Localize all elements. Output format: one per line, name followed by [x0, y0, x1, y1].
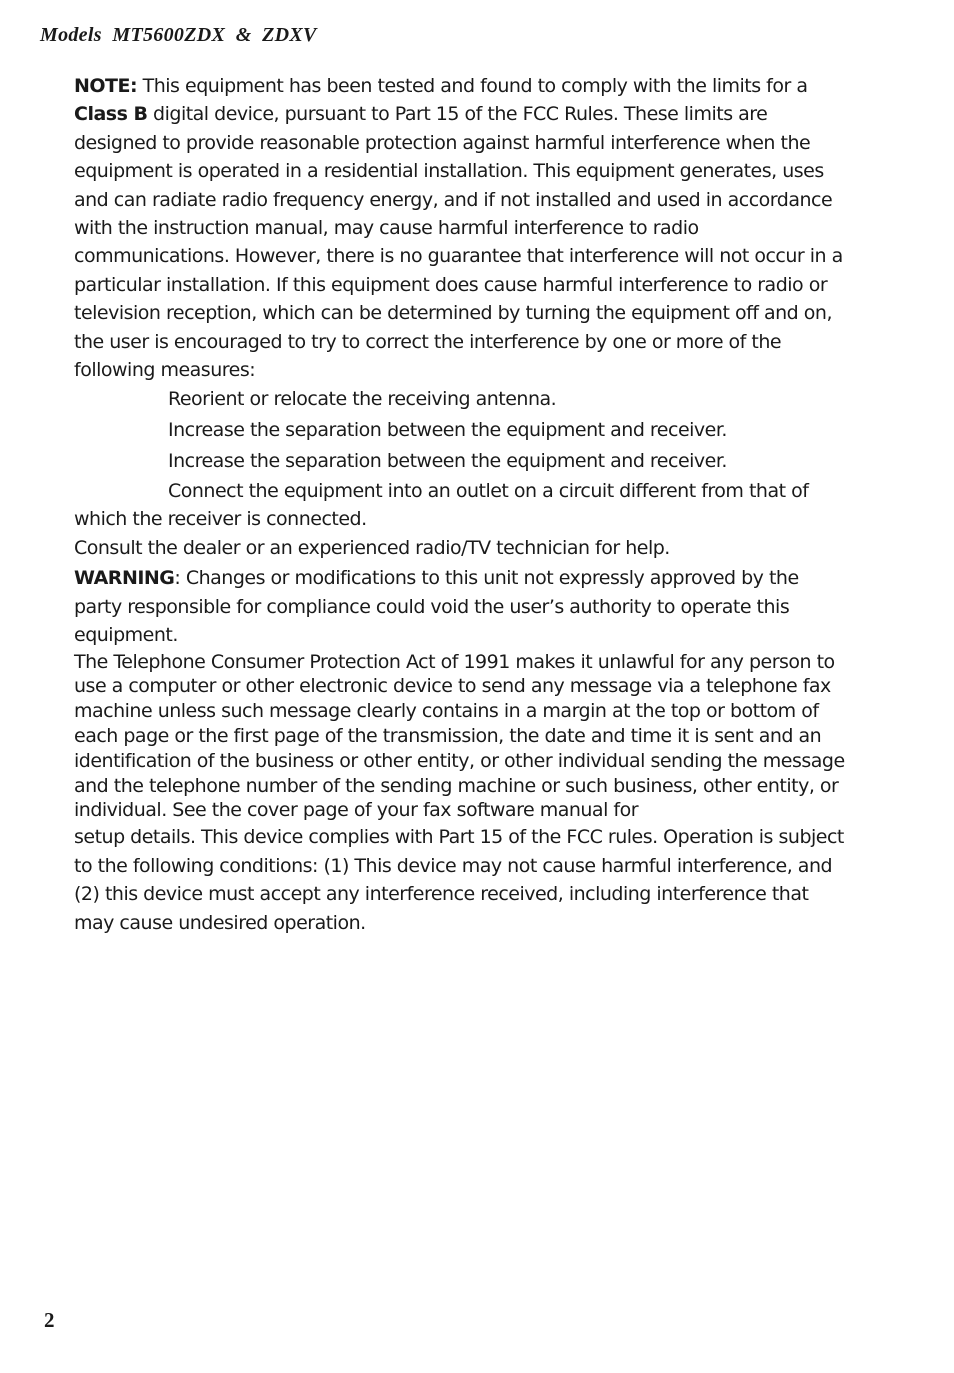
class-b-label: Class B — [74, 103, 148, 126]
measure-item: Connect the equipment into an outlet on a circuit different from that of which the receiver is connected. — [74, 480, 809, 531]
tcpa-paragraph — [74, 650, 849, 938]
note-paragraph — [74, 72, 849, 384]
consult-paragraph: Consult the dealer or an experienced radio/TV technician for help. — [74, 537, 670, 560]
note-label: NOTE: — [74, 75, 138, 97]
tcpa-text-1: The Telephone Consumer Protection Act of 1991 makes it unlawful for any person to use a computer or other electronic device to send any message via a telephone fax machine unless such message clearly contains in a margin at the top or bottom of each page or the first page of the transmission, the date and time it is sent and an identification of the business or other entity, or other individual sending the message and the telephone number of the sending machine or such business, other entity, or individual. See the cover page of your fax software manual for — [74, 650, 845, 822]
page-number: 2 — [44, 1308, 55, 1332]
measure-item: Increase the separation between the equipment and receiver. — [168, 450, 727, 473]
warning-text: : Changes or modifications to this unit not expressly approved by the party responsible for compliance could void the user’s authority to operate this equipment. — [74, 567, 799, 647]
tcpa-text-2: setup details. This device complies with Part 15 of the FCC rules. Operation is subject to the following conditions: (1) This device may not cause harmful interference, and (2) this device must accept any interference received, including interference that may cause undesired operation. — [74, 826, 844, 935]
warning-paragraph — [74, 564, 849, 649]
note-text-2: digital device, pursuant to Part 15 of the FCC Rules. These limits are designed to provide reasonable protection against harmful interference when the equipment is operated in a residential installation. This equipment generates, uses and can radiate radio frequency energy, and if not installed and used in accordance with the instruction manual, may cause harmful interference to radio communications. However, there is no guarantee that interference will not occur in a particular installation. If this equipment does cause harmful interference to radio or television reception, which can be determined by turning the equipment off and on, the user is encouraged to try to correct the interference by one or more of the following measures: — [74, 103, 843, 382]
running-header: Models MT5600ZDX & ZDXV — [40, 24, 317, 46]
document-body — [74, 72, 849, 938]
measure-item: Increase the separation between the equipment and receiver. — [168, 419, 727, 442]
warning-label: WARNING — [74, 567, 175, 590]
note-text-1: This equipment has been tested and found to comply with the limits for a — [137, 75, 808, 97]
measure-item: Reorient or relocate the receiving antenna. — [168, 388, 557, 411]
